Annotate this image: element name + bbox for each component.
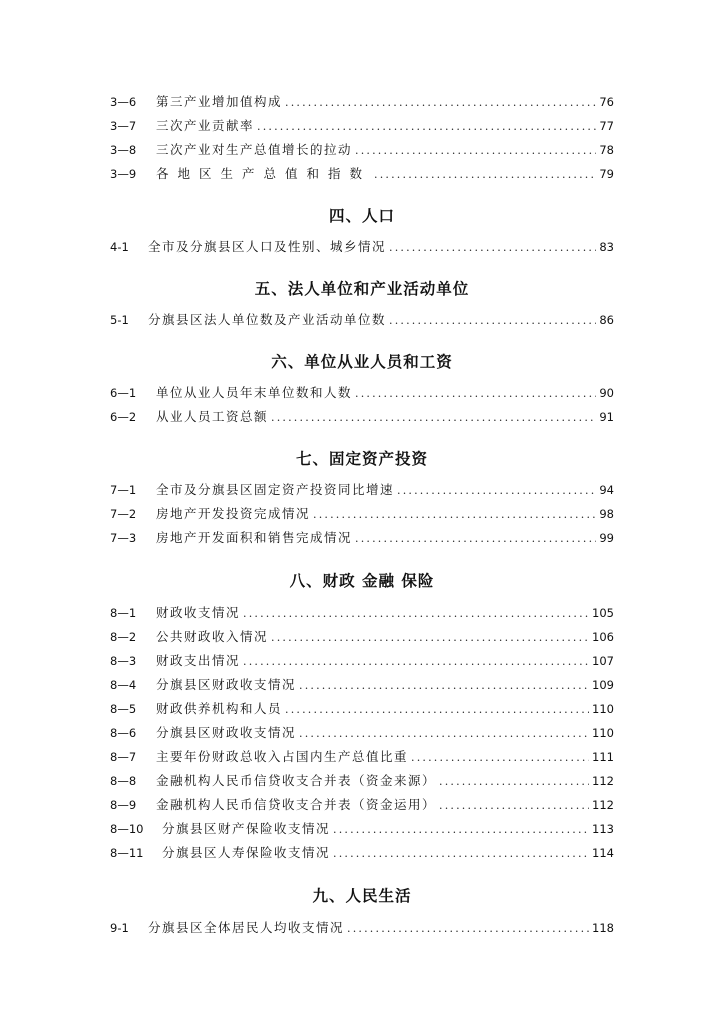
entry-title: 各地区生产总值和指数 [156, 166, 372, 181]
entry-page-number: 112 [592, 774, 614, 788]
entry-page-number: 78 [599, 143, 614, 157]
toc-entry[interactable] [110, 526, 614, 550]
entry-page-number: 109 [592, 678, 614, 692]
entry-number: 7—2 [110, 507, 137, 521]
toc-entry[interactable] [110, 90, 614, 114]
entry-page-number: 110 [592, 702, 614, 716]
entry-title: 公共财政收入情况 [156, 629, 269, 644]
toc-entry[interactable] [110, 601, 614, 625]
entry-title: 主要年份财政总收入占国内生产总值比重 [156, 749, 409, 764]
entry-page-number: 111 [592, 750, 614, 764]
entry-number: 8—4 [110, 678, 137, 692]
entry-number: 8—7 [110, 750, 137, 764]
toc-entry[interactable] [110, 841, 614, 865]
entry-number: 8—5 [110, 702, 137, 716]
section-heading-fixed-assets: 七、固定资产投资 [295, 450, 428, 468]
entry-page-number: 99 [599, 531, 614, 545]
dot-leader [439, 794, 589, 818]
entry-number: 8—1 [110, 606, 137, 620]
entry-number: 9-1 [110, 921, 129, 935]
dot-leader [299, 674, 589, 698]
entry-title: 分旗县区人寿保险收支情况 [162, 845, 331, 860]
entry-number: 3—6 [110, 95, 137, 109]
toc-entry[interactable] [110, 308, 614, 332]
entry-page-number: 76 [599, 95, 614, 109]
entry-title: 全市及分旗县区人口及性别、城乡情况 [148, 239, 387, 254]
entry-title: 财政供养机构和人员 [156, 701, 283, 716]
toc-entry[interactable] [110, 405, 614, 429]
entry-page-number: 83 [599, 240, 614, 254]
entry-title: 从业人员工资总额 [156, 409, 269, 424]
entry-title: 分旗县区财产保险收支情况 [162, 821, 331, 836]
entry-page-number: 105 [592, 606, 614, 620]
entry-title: 房地产开发面积和销售完成情况 [156, 530, 353, 545]
entry-title: 分旗县区全体居民人均收支情况 [148, 920, 345, 935]
entry-page-number: 91 [599, 410, 614, 424]
toc-entry[interactable] [110, 916, 614, 940]
entry-number: 8—9 [110, 798, 137, 812]
toc-entry[interactable] [110, 625, 614, 649]
toc-entry[interactable] [110, 721, 614, 745]
entry-page-number: 98 [599, 507, 614, 521]
entry-number: 8—2 [110, 630, 137, 644]
entry-page-number: 106 [592, 630, 614, 644]
entry-page-number: 94 [599, 483, 614, 497]
dot-leader [439, 770, 589, 794]
toc-entry[interactable] [110, 697, 614, 721]
entry-page-number: 90 [599, 386, 614, 400]
toc-entry[interactable] [110, 769, 614, 793]
entry-page-number: 113 [592, 822, 614, 836]
dot-leader [243, 602, 589, 626]
entry-number: 8—6 [110, 726, 137, 740]
dot-leader [299, 722, 589, 746]
toc-entry[interactable] [110, 138, 614, 162]
entry-number: 6—2 [110, 410, 137, 424]
entry-page-number: 110 [592, 726, 614, 740]
entry-title: 三次产业贡献率 [156, 118, 255, 133]
entry-number: 6—1 [110, 386, 137, 400]
toc-entry[interactable] [110, 649, 614, 673]
section-heading-population: 四、人口 [328, 207, 395, 225]
dot-leader [257, 115, 596, 139]
toc-entry[interactable] [110, 502, 614, 526]
section-heading-living: 九、人民生活 [312, 887, 412, 905]
toc-entry[interactable] [110, 745, 614, 769]
dot-leader [389, 309, 596, 333]
entry-title: 房地产开发投资完成情况 [156, 506, 311, 521]
dot-leader [355, 382, 596, 406]
entry-page-number: 79 [599, 167, 614, 181]
toc-entry[interactable] [110, 673, 614, 697]
dot-leader [347, 917, 589, 941]
entry-number: 8—3 [110, 654, 137, 668]
entry-number: 7—1 [110, 483, 137, 497]
dot-leader [313, 503, 596, 527]
entry-page-number: 86 [599, 313, 614, 327]
toc-entry[interactable] [110, 235, 614, 259]
entry-number: 3—8 [110, 143, 137, 157]
entry-number: 8—8 [110, 774, 137, 788]
dot-leader [243, 650, 589, 674]
entry-title: 单位从业人员年末单位数和人数 [156, 385, 353, 400]
toc-entry[interactable] [110, 381, 614, 405]
section-heading-legal-units: 五、法人单位和产业活动单位 [254, 280, 470, 298]
entry-title: 分旗县区财政收支情况 [156, 725, 297, 740]
entry-number: 5-1 [110, 313, 129, 327]
dot-leader [389, 236, 596, 260]
dot-leader [285, 91, 596, 115]
toc-entry[interactable] [110, 817, 614, 841]
entry-page-number: 114 [592, 846, 614, 860]
entry-page-number: 112 [592, 798, 614, 812]
entry-title: 金融机构人民币信贷收支合并表（资金运用） [156, 797, 437, 812]
entry-page-number: 107 [592, 654, 614, 668]
dot-leader [285, 698, 589, 722]
table-of-contents [110, 90, 614, 940]
dot-leader [411, 746, 589, 770]
dot-leader [271, 626, 589, 650]
entry-number: 8—11 [110, 846, 144, 860]
toc-entry[interactable] [110, 793, 614, 817]
dot-leader [333, 842, 589, 866]
entry-number: 4-1 [110, 240, 129, 254]
entry-title: 分旗县区法人单位数及产业活动单位数 [148, 312, 387, 327]
entry-number: 8—10 [110, 822, 144, 836]
dot-leader [355, 527, 596, 551]
toc-entry[interactable] [110, 162, 614, 186]
entry-page-number: 77 [599, 119, 614, 133]
section-heading-finance: 八、财政 金融 保险 [289, 572, 435, 590]
toc-entry[interactable] [110, 478, 614, 502]
entry-number: 7—3 [110, 531, 137, 545]
dot-leader [374, 163, 596, 187]
entry-title: 财政支出情况 [156, 653, 241, 668]
dot-leader [271, 406, 596, 430]
entry-title: 三次产业对生产总值增长的拉动 [156, 142, 353, 157]
entry-page-number: 118 [592, 921, 614, 935]
entry-number: 3—7 [110, 119, 137, 133]
entry-title: 全市及分旗县区固定资产投资同比增速 [156, 482, 395, 497]
entry-title: 金融机构人民币信贷收支合并表（资金来源） [156, 773, 437, 788]
entry-title: 第三产业增加值构成 [156, 94, 283, 109]
entry-title: 财政收支情况 [156, 605, 241, 620]
dot-leader [355, 139, 596, 163]
entry-number: 3—9 [110, 167, 137, 181]
entry-title: 分旗县区财政收支情况 [156, 677, 297, 692]
toc-entry[interactable] [110, 114, 614, 138]
dot-leader [397, 479, 596, 503]
section-heading-employment: 六、单位从业人员和工资 [271, 353, 453, 371]
dot-leader [333, 818, 589, 842]
